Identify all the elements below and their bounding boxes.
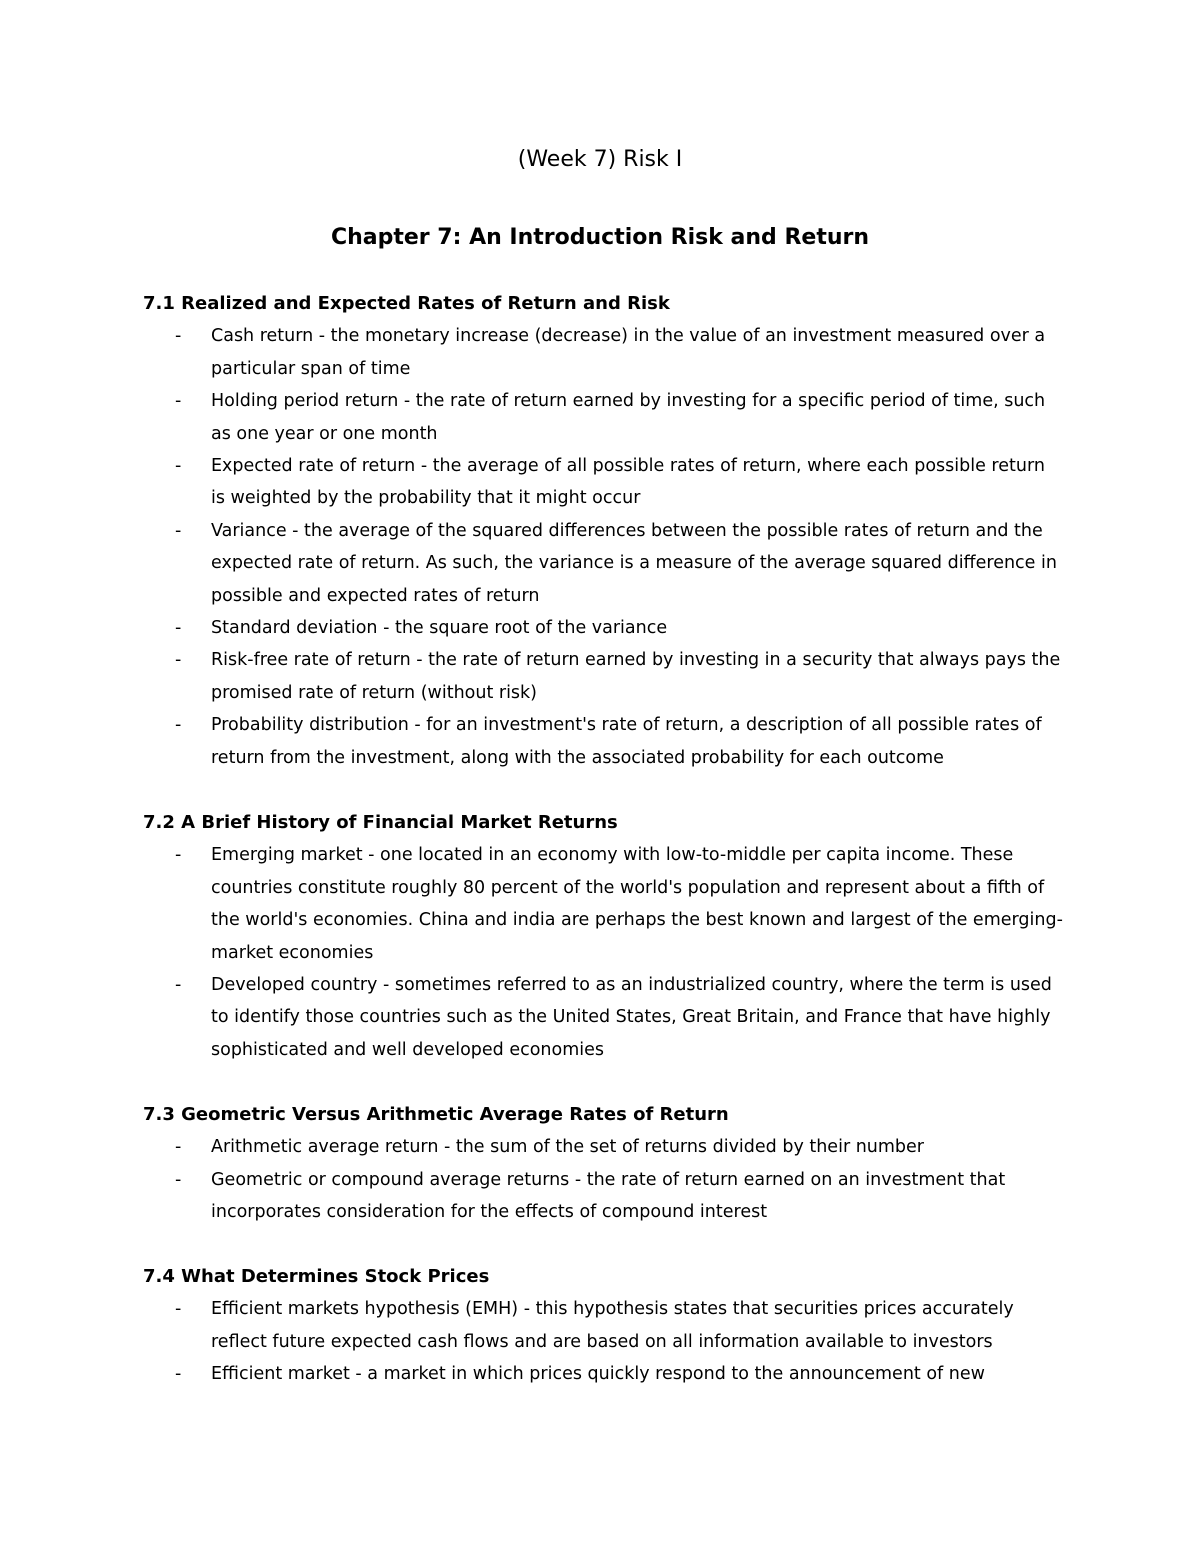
list-item [143,1358,1063,1390]
dash-bullet-icon: - [175,650,182,671]
bullet-list [143,320,1063,774]
section-stock-prices [143,1261,1063,1391]
dash-bullet-icon: - [175,391,182,412]
bullet-list [143,1131,1063,1228]
bullet-list [143,1293,1063,1390]
list-item-text: Efficient markets hypothesis (EMH) - this hypothesis states that securities prices accurately reflect future expected cash flows and are based on all information available to investors [211,1299,1014,1352]
dash-bullet-icon: - [175,456,182,477]
list-item-text: Variance - the average of the squared differences between the possible rates of return and the expected rate of return. As such, the variance is a measure of the average squared difference in possible and expected rates of return [211,520,1057,606]
list-item [143,1131,1063,1163]
list-item-text: Risk-free rate of return - the rate of return earned by investing in a security that always pays the promised rate of return (without risk) [211,650,1061,703]
section-heading: 7.2 A Brief History of Financial Market Returns [143,812,618,833]
list-item-text: Developed country - sometimes referred to as an industrialized country, where the term is used to identify those countries such as the United States, Great Britain, and France that have highly sophisticated and well developed economies [211,975,1052,1060]
dash-bullet-icon: - [175,1299,182,1320]
section-realized-expected-returns [143,288,1063,774]
list-item-text: Geometric or compound average returns - the rate of return earned on an investment that incorporates consideration for the effects of compound interest [211,1169,1006,1223]
section-geometric-vs-arithmetic [143,1099,1063,1229]
list-item [143,839,1063,969]
list-item-text: Cash return - the monetary increase (decrease) in the value of an investment measured over a particular span of time [211,326,1046,379]
bullet-list [143,839,1063,1066]
list-item [143,1164,1063,1229]
list-item-text: Efficient market - a market in which prices quickly respond to the announcement of new [211,1364,985,1385]
dash-bullet-icon: - [175,326,182,347]
list-item-text: Holding period return - the rate of return earned by investing for a specific period of time, such as one year or one month [211,391,1046,444]
chapter-title: Chapter 7: An Introduction Risk and Return [330,225,870,250]
list-item [143,385,1063,450]
list-item [143,612,1063,644]
list-item [143,320,1063,385]
dash-bullet-icon: - [175,715,182,736]
list-item-text: Standard deviation - the square root of the variance [211,618,668,639]
section-financial-market-history [143,807,1063,1066]
section-heading: 7.4 What Determines Stock Prices [143,1266,490,1287]
dash-bullet-icon: - [175,618,182,639]
list-item [143,709,1063,774]
dash-bullet-icon: - [175,1364,182,1385]
list-item [143,1293,1063,1358]
dash-bullet-icon: - [175,520,182,541]
list-item-text: Probability distribution - for an investment's rate of return, a description of all possible rates of return from the investment, along with the associated probability for each outcome [211,715,1042,768]
list-item-text: Arithmetic average return - the sum of the set of returns divided by their number [211,1137,924,1158]
list-item [143,644,1063,709]
dash-bullet-icon: - [175,1169,182,1190]
list-item-text: Expected rate of return - the average of all possible rates of return, where each possible return is weighted by the probability that it might occur [211,456,1045,509]
list-item-text: Emerging market - one located in an economy with low-to-middle per capita income. These countries constitute roughly 80 percent of the world's population and represent about a fifth of the world's economies. China and india are perhaps the best known and largest of the emerging-market economies [211,845,1063,963]
list-item [143,515,1063,612]
list-item [143,969,1063,1066]
dash-bullet-icon: - [175,975,182,996]
document-title: (Week 7) Risk I [517,147,683,172]
dash-bullet-icon: - [175,845,182,866]
section-heading: 7.1 Realized and Expected Rates of Return and Risk [143,293,670,314]
list-item [143,450,1063,515]
section-heading: 7.3 Geometric Versus Arithmetic Average Rates of Return [143,1104,729,1125]
dash-bullet-icon: - [175,1137,182,1158]
